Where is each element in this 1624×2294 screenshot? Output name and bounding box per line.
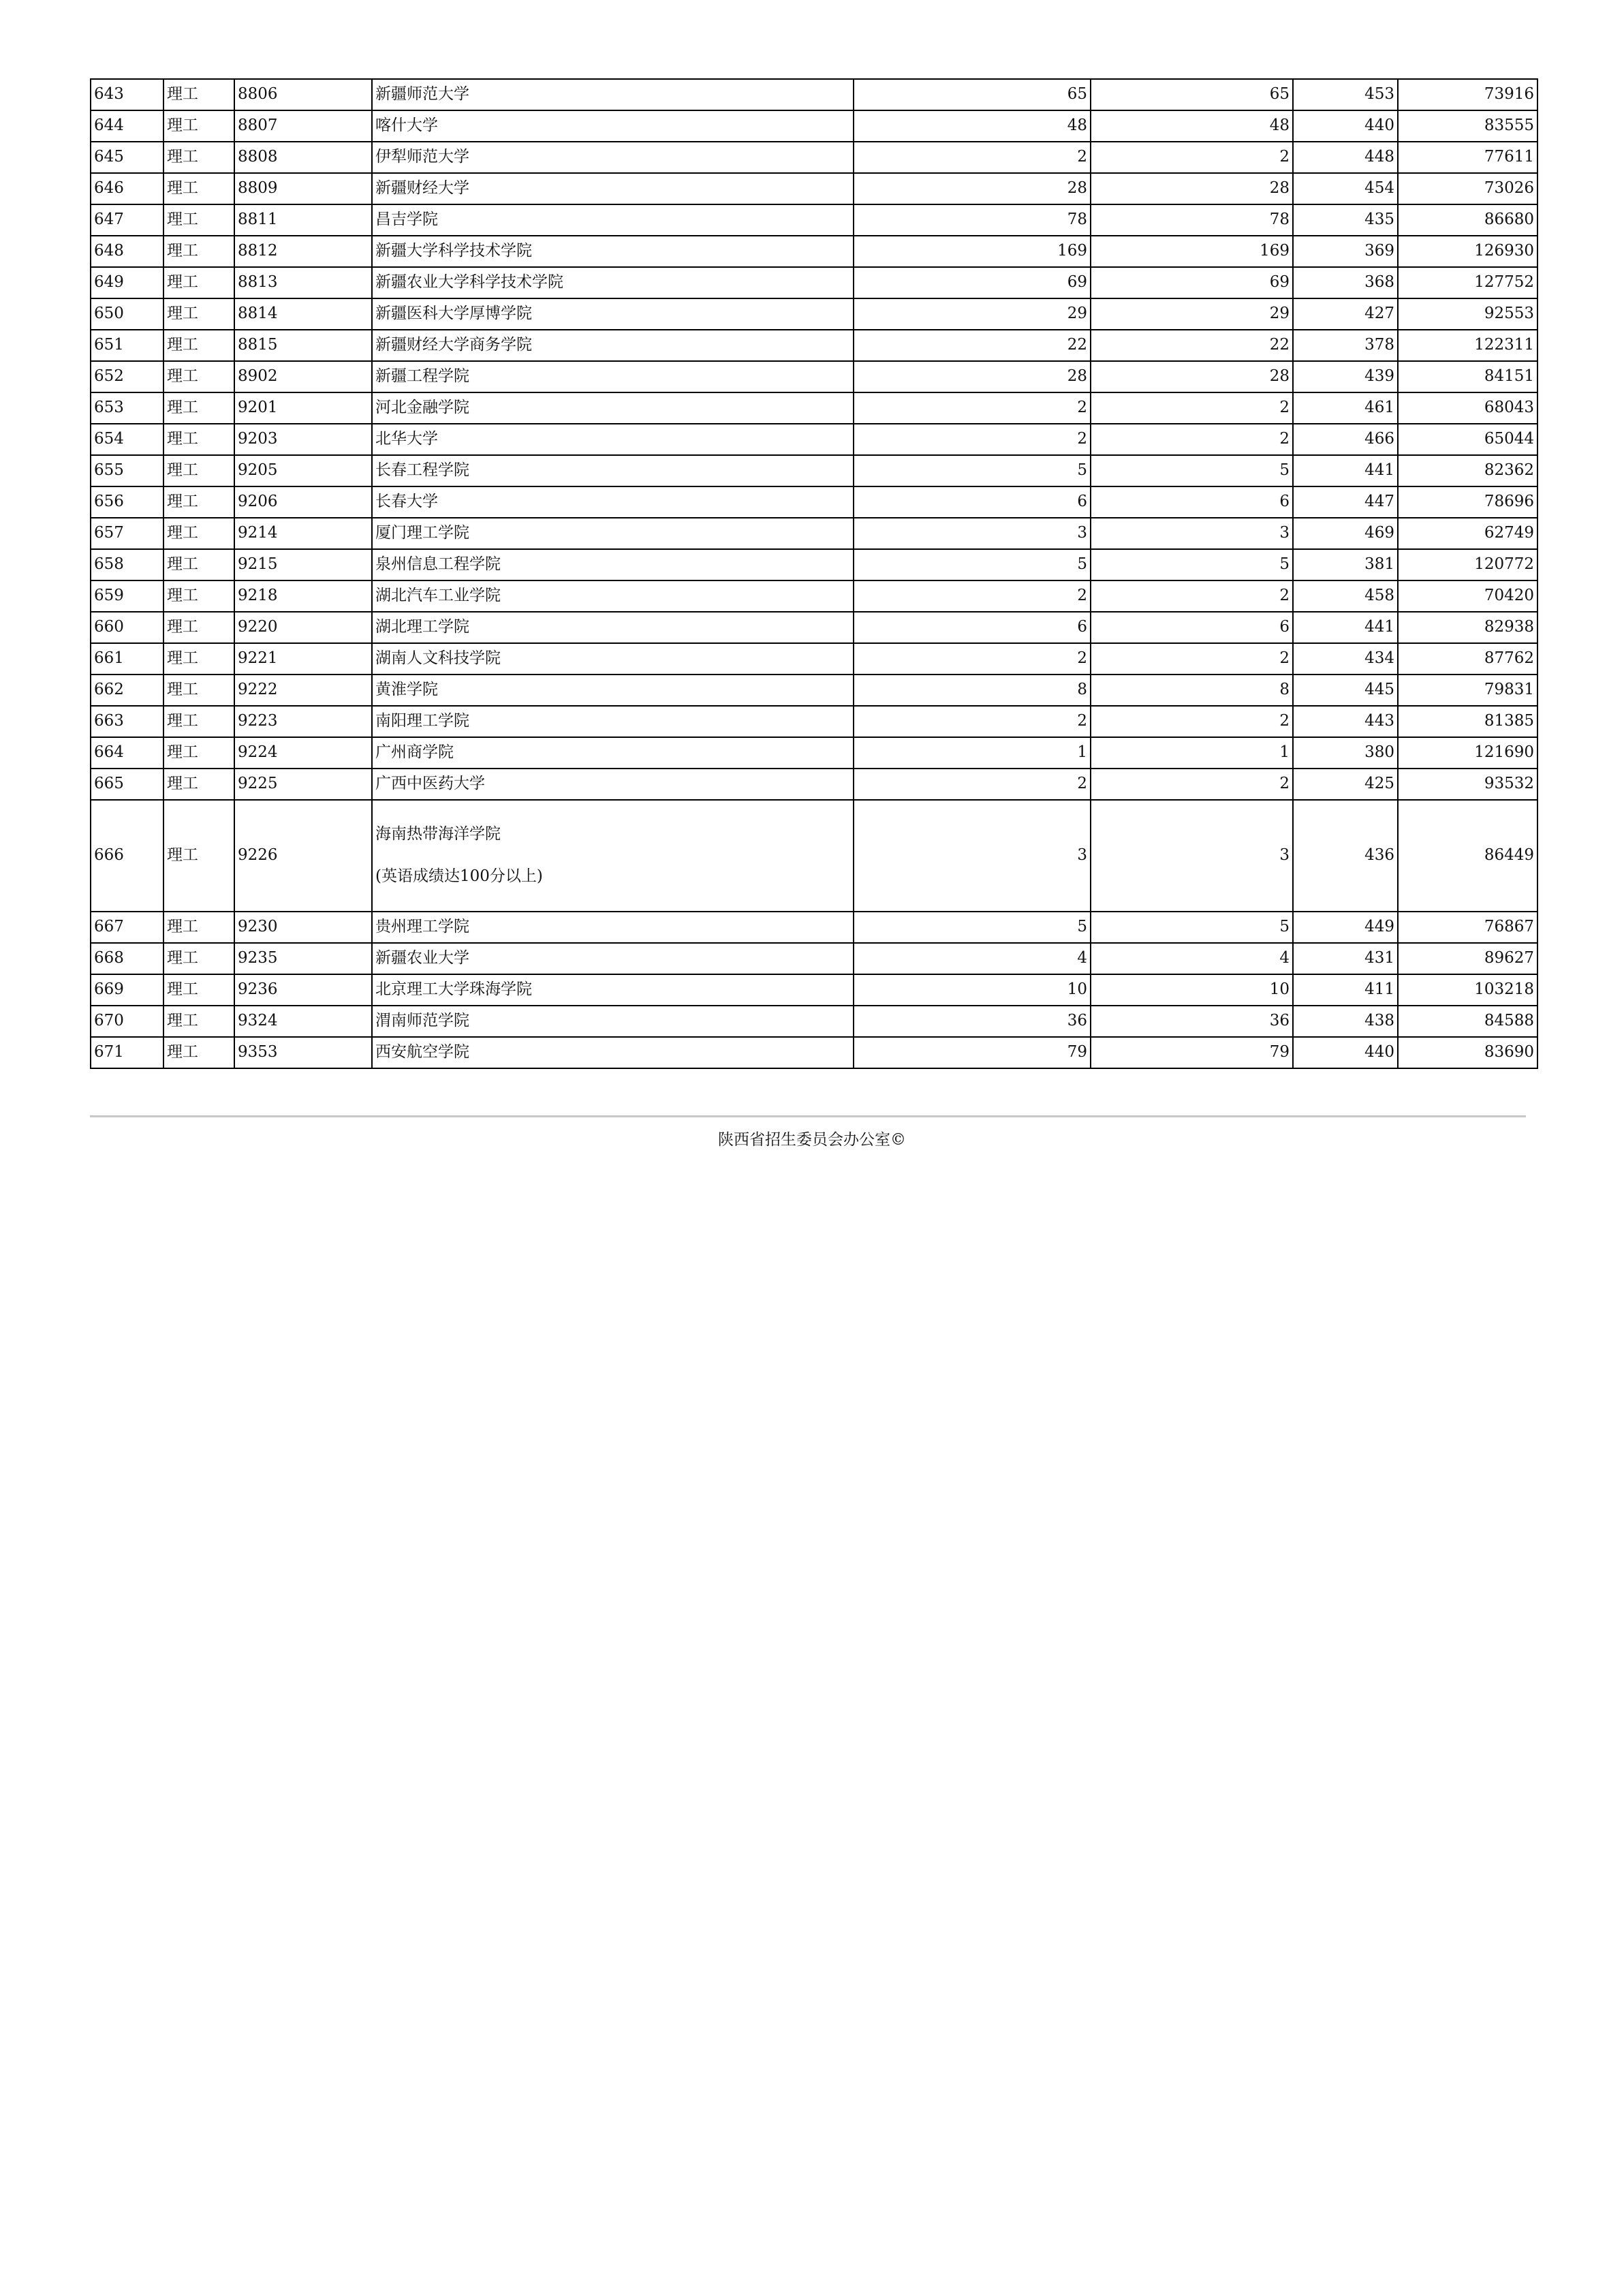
cell-plan-count: 3: [854, 800, 1091, 912]
footer-divider: [90, 1115, 1526, 1117]
cell-rank: 73916: [1398, 79, 1537, 110]
table-row: [91, 236, 1537, 267]
cell-min-score: 435: [1293, 204, 1398, 236]
table-row: [91, 518, 1537, 549]
cell-admitted-count: 5: [1091, 549, 1293, 580]
cell-rank: 93532: [1398, 769, 1537, 800]
cell-rank: 81385: [1398, 706, 1537, 737]
cell-school-code: 9324: [234, 1006, 372, 1037]
cell-rank: 82362: [1398, 455, 1537, 486]
cell-min-score: 380: [1293, 737, 1398, 769]
cell-school-name: 湖北汽车工业学院: [372, 580, 854, 612]
cell-admitted-count: 6: [1091, 486, 1293, 518]
cell-min-score: 461: [1293, 392, 1398, 424]
cell-min-score: 438: [1293, 1006, 1398, 1037]
cell-school-code: 9226: [234, 800, 372, 912]
admissions-table: [90, 78, 1538, 1069]
cell-admitted-count: 5: [1091, 912, 1293, 943]
table-row: [91, 643, 1537, 675]
cell-rank: 68043: [1398, 392, 1537, 424]
cell-min-score: 441: [1293, 612, 1398, 643]
cell-school-name: 新疆农业大学: [372, 943, 854, 974]
cell-school-name: 新疆财经大学: [372, 173, 854, 204]
cell-admitted-count: 2: [1091, 706, 1293, 737]
cell-admitted-count: 2: [1091, 769, 1293, 800]
cell-min-score: 447: [1293, 486, 1398, 518]
cell-min-score: 381: [1293, 549, 1398, 580]
table-row: [91, 361, 1537, 392]
cell-min-score: 454: [1293, 173, 1398, 204]
table-row: [91, 424, 1537, 455]
table-row: [91, 943, 1537, 974]
table-row: [91, 204, 1537, 236]
cell-plan-count: 3: [854, 518, 1091, 549]
cell-seq: 671: [91, 1037, 163, 1068]
cell-school-code: 8902: [234, 361, 372, 392]
cell-plan-count: 78: [854, 204, 1091, 236]
cell-school-code: 9223: [234, 706, 372, 737]
cell-admitted-count: 6: [1091, 612, 1293, 643]
cell-school-name: 伊犁师范大学: [372, 142, 854, 173]
cell-min-score: 436: [1293, 800, 1398, 912]
table-row: [91, 486, 1537, 518]
cell-school-name: 黄淮学院: [372, 675, 854, 706]
cell-school-name: 广州商学院: [372, 737, 854, 769]
cell-school-code: 9205: [234, 455, 372, 486]
cell-seq: 651: [91, 330, 163, 361]
table-row: [91, 675, 1537, 706]
cell-plan-count: 28: [854, 173, 1091, 204]
cell-school-name: 河北金融学院: [372, 392, 854, 424]
cell-plan-count: 22: [854, 330, 1091, 361]
cell-school-code: 9236: [234, 974, 372, 1006]
cell-min-score: 445: [1293, 675, 1398, 706]
cell-admitted-count: 169: [1091, 236, 1293, 267]
cell-school-name: 昌吉学院: [372, 204, 854, 236]
cell-plan-count: 28: [854, 361, 1091, 392]
cell-admitted-count: 78: [1091, 204, 1293, 236]
cell-seq: 643: [91, 79, 163, 110]
cell-rank: 76867: [1398, 912, 1537, 943]
cell-rank: 92553: [1398, 298, 1537, 330]
school-note-text: (英语成绩达100分以上): [375, 867, 543, 885]
table-row: [91, 392, 1537, 424]
cell-category: 理工: [163, 173, 234, 204]
cell-school-code: 8811: [234, 204, 372, 236]
cell-category: 理工: [163, 1037, 234, 1068]
cell-seq: 647: [91, 204, 163, 236]
cell-seq: 663: [91, 706, 163, 737]
cell-plan-count: 2: [854, 580, 1091, 612]
cell-seq: 644: [91, 110, 163, 142]
cell-rank: 87762: [1398, 643, 1537, 675]
cell-school-name: 南阳理工学院: [372, 706, 854, 737]
school-name-text: 海南热带海洋学院: [375, 825, 501, 843]
cell-seq: 666: [91, 800, 163, 912]
cell-school-code: 9230: [234, 912, 372, 943]
cell-seq: 661: [91, 643, 163, 675]
cell-category: 理工: [163, 236, 234, 267]
cell-plan-count: 36: [854, 1006, 1091, 1037]
cell-school-code: 9225: [234, 769, 372, 800]
cell-seq: 652: [91, 361, 163, 392]
cell-category: 理工: [163, 79, 234, 110]
cell-school-code: 8812: [234, 236, 372, 267]
cell-school-code: 9214: [234, 518, 372, 549]
cell-seq: 653: [91, 392, 163, 424]
cell-school-name: 新疆财经大学商务学院: [372, 330, 854, 361]
cell-category: 理工: [163, 267, 234, 298]
cell-school-code: 8813: [234, 267, 372, 298]
cell-category: 理工: [163, 392, 234, 424]
table-row: [91, 142, 1537, 173]
cell-min-score: 441: [1293, 455, 1398, 486]
cell-admitted-count: 79: [1091, 1037, 1293, 1068]
cell-admitted-count: 1: [1091, 737, 1293, 769]
cell-min-score: 458: [1293, 580, 1398, 612]
cell-category: 理工: [163, 424, 234, 455]
cell-seq: 650: [91, 298, 163, 330]
cell-rank: 83690: [1398, 1037, 1537, 1068]
cell-school-name: 湖北理工学院: [372, 612, 854, 643]
cell-plan-count: 5: [854, 549, 1091, 580]
cell-school-code: 8806: [234, 79, 372, 110]
cell-admitted-count: 2: [1091, 142, 1293, 173]
cell-plan-count: 2: [854, 424, 1091, 455]
cell-plan-count: 2: [854, 142, 1091, 173]
table-row: [91, 298, 1537, 330]
cell-school-name: 泉州信息工程学院: [372, 549, 854, 580]
cell-plan-count: 8: [854, 675, 1091, 706]
cell-school-code: 8809: [234, 173, 372, 204]
table-row: [91, 110, 1537, 142]
cell-category: 理工: [163, 912, 234, 943]
cell-plan-count: 2: [854, 392, 1091, 424]
cell-seq: 660: [91, 612, 163, 643]
cell-min-score: 431: [1293, 943, 1398, 974]
cell-rank: 89627: [1398, 943, 1537, 974]
cell-seq: 667: [91, 912, 163, 943]
cell-category: 理工: [163, 518, 234, 549]
footer-copyright: 陕西省招生委员会办公室©: [718, 1131, 906, 1149]
cell-min-score: 466: [1293, 424, 1398, 455]
cell-school-name: 广西中医药大学: [372, 769, 854, 800]
cell-rank: 126930: [1398, 236, 1537, 267]
cell-rank: 84588: [1398, 1006, 1537, 1037]
cell-category: 理工: [163, 142, 234, 173]
cell-school-code: 9224: [234, 737, 372, 769]
cell-plan-count: 69: [854, 267, 1091, 298]
cell-school-code: 9201: [234, 392, 372, 424]
cell-school-code: 9235: [234, 943, 372, 974]
table-row: [91, 1006, 1537, 1037]
cell-seq: 646: [91, 173, 163, 204]
table-row: [91, 580, 1537, 612]
cell-category: 理工: [163, 455, 234, 486]
cell-min-score: 427: [1293, 298, 1398, 330]
cell-min-score: 411: [1293, 974, 1398, 1006]
cell-category: 理工: [163, 1006, 234, 1037]
cell-plan-count: 2: [854, 643, 1091, 675]
table-row: [91, 549, 1537, 580]
cell-plan-count: 169: [854, 236, 1091, 267]
cell-seq: 656: [91, 486, 163, 518]
table-row: [91, 455, 1537, 486]
cell-category: 理工: [163, 486, 234, 518]
cell-rank: 127752: [1398, 267, 1537, 298]
cell-rank: 79831: [1398, 675, 1537, 706]
table-row: [91, 1037, 1537, 1068]
cell-category: 理工: [163, 110, 234, 142]
cell-school-name: [372, 800, 854, 912]
cell-category: 理工: [163, 580, 234, 612]
cell-school-name: 北京理工大学珠海学院: [372, 974, 854, 1006]
cell-seq: 665: [91, 769, 163, 800]
cell-admitted-count: 48: [1091, 110, 1293, 142]
cell-admitted-count: 29: [1091, 298, 1293, 330]
cell-min-score: 425: [1293, 769, 1398, 800]
cell-category: 理工: [163, 330, 234, 361]
cell-plan-count: 5: [854, 912, 1091, 943]
table-body: [91, 79, 1537, 1068]
cell-school-code: 9203: [234, 424, 372, 455]
cell-plan-count: 79: [854, 1037, 1091, 1068]
cell-plan-count: 4: [854, 943, 1091, 974]
cell-min-score: 449: [1293, 912, 1398, 943]
cell-seq: 669: [91, 974, 163, 1006]
cell-rank: 82938: [1398, 612, 1537, 643]
cell-seq: 648: [91, 236, 163, 267]
cell-min-score: 369: [1293, 236, 1398, 267]
cell-category: 理工: [163, 943, 234, 974]
table-row: [91, 612, 1537, 643]
cell-admitted-count: 2: [1091, 643, 1293, 675]
cell-school-name: 渭南师范学院: [372, 1006, 854, 1037]
cell-rank: 122311: [1398, 330, 1537, 361]
cell-admitted-count: 3: [1091, 800, 1293, 912]
cell-category: 理工: [163, 706, 234, 737]
cell-plan-count: 6: [854, 486, 1091, 518]
cell-seq: 645: [91, 142, 163, 173]
cell-seq: 668: [91, 943, 163, 974]
cell-seq: 655: [91, 455, 163, 486]
cell-category: 理工: [163, 643, 234, 675]
cell-admitted-count: 2: [1091, 424, 1293, 455]
cell-rank: 78696: [1398, 486, 1537, 518]
cell-min-score: 469: [1293, 518, 1398, 549]
cell-min-score: 453: [1293, 79, 1398, 110]
table-row: [91, 974, 1537, 1006]
cell-category: 理工: [163, 361, 234, 392]
cell-admitted-count: 10: [1091, 974, 1293, 1006]
cell-min-score: 439: [1293, 361, 1398, 392]
cell-min-score: 434: [1293, 643, 1398, 675]
cell-school-code: 9215: [234, 549, 372, 580]
cell-rank: 86449: [1398, 800, 1537, 912]
cell-school-code: 9353: [234, 1037, 372, 1068]
cell-school-code: 8808: [234, 142, 372, 173]
cell-rank: 65044: [1398, 424, 1537, 455]
table-row: [91, 912, 1537, 943]
cell-min-score: 378: [1293, 330, 1398, 361]
cell-min-score: 440: [1293, 110, 1398, 142]
cell-plan-count: 29: [854, 298, 1091, 330]
cell-admitted-count: 3: [1091, 518, 1293, 549]
cell-category: 理工: [163, 800, 234, 912]
cell-category: 理工: [163, 204, 234, 236]
cell-seq: 659: [91, 580, 163, 612]
cell-rank: 86680: [1398, 204, 1537, 236]
cell-school-name: 西安航空学院: [372, 1037, 854, 1068]
cell-rank: 77611: [1398, 142, 1537, 173]
cell-rank: 84151: [1398, 361, 1537, 392]
cell-rank: 103218: [1398, 974, 1537, 1006]
cell-plan-count: 2: [854, 769, 1091, 800]
cell-seq: 662: [91, 675, 163, 706]
cell-school-name: 厦门理工学院: [372, 518, 854, 549]
cell-school-name: 新疆工程学院: [372, 361, 854, 392]
table-row: [91, 173, 1537, 204]
cell-school-name: 贵州理工学院: [372, 912, 854, 943]
table-row: [91, 800, 1537, 912]
table-row: [91, 769, 1537, 800]
cell-admitted-count: 69: [1091, 267, 1293, 298]
cell-plan-count: 2: [854, 706, 1091, 737]
cell-school-name: 北华大学: [372, 424, 854, 455]
table-row: [91, 706, 1537, 737]
cell-school-code: 8815: [234, 330, 372, 361]
cell-category: 理工: [163, 737, 234, 769]
cell-admitted-count: 2: [1091, 580, 1293, 612]
cell-school-code: 8807: [234, 110, 372, 142]
cell-seq: 649: [91, 267, 163, 298]
cell-school-name: 长春工程学院: [372, 455, 854, 486]
cell-rank: 70420: [1398, 580, 1537, 612]
cell-school-code: 9218: [234, 580, 372, 612]
cell-admitted-count: 36: [1091, 1006, 1293, 1037]
cell-school-code: 9206: [234, 486, 372, 518]
cell-school-code: 9220: [234, 612, 372, 643]
table-row: [91, 330, 1537, 361]
cell-seq: 658: [91, 549, 163, 580]
cell-category: 理工: [163, 549, 234, 580]
cell-min-score: 443: [1293, 706, 1398, 737]
cell-category: 理工: [163, 612, 234, 643]
cell-category: 理工: [163, 675, 234, 706]
cell-seq: 664: [91, 737, 163, 769]
cell-seq: 670: [91, 1006, 163, 1037]
cell-rank: 62749: [1398, 518, 1537, 549]
cell-admitted-count: 28: [1091, 173, 1293, 204]
table-row: [91, 267, 1537, 298]
cell-plan-count: 5: [854, 455, 1091, 486]
cell-admitted-count: 65: [1091, 79, 1293, 110]
cell-school-name: 长春大学: [372, 486, 854, 518]
cell-admitted-count: 5: [1091, 455, 1293, 486]
cell-min-score: 448: [1293, 142, 1398, 173]
cell-school-code: 9222: [234, 675, 372, 706]
cell-school-name: 新疆医科大学厚博学院: [372, 298, 854, 330]
table-row: [91, 79, 1537, 110]
cell-school-name: 新疆农业大学科学技术学院: [372, 267, 854, 298]
cell-rank: 120772: [1398, 549, 1537, 580]
cell-category: 理工: [163, 974, 234, 1006]
cell-rank: 121690: [1398, 737, 1537, 769]
cell-admitted-count: 8: [1091, 675, 1293, 706]
cell-plan-count: 48: [854, 110, 1091, 142]
cell-rank: 83555: [1398, 110, 1537, 142]
cell-category: 理工: [163, 769, 234, 800]
cell-min-score: 440: [1293, 1037, 1398, 1068]
cell-plan-count: 1: [854, 737, 1091, 769]
cell-min-score: 368: [1293, 267, 1398, 298]
cell-rank: 73026: [1398, 173, 1537, 204]
cell-seq: 654: [91, 424, 163, 455]
cell-school-name: 新疆师范大学: [372, 79, 854, 110]
cell-admitted-count: 28: [1091, 361, 1293, 392]
cell-admitted-count: 22: [1091, 330, 1293, 361]
table-row: [91, 737, 1537, 769]
cell-school-code: 9221: [234, 643, 372, 675]
cell-school-name: 喀什大学: [372, 110, 854, 142]
cell-plan-count: 10: [854, 974, 1091, 1006]
cell-plan-count: 6: [854, 612, 1091, 643]
cell-school-name: 新疆大学科学技术学院: [372, 236, 854, 267]
cell-seq: 657: [91, 518, 163, 549]
cell-plan-count: 65: [854, 79, 1091, 110]
cell-school-name: 湖南人文科技学院: [372, 643, 854, 675]
cell-category: 理工: [163, 298, 234, 330]
cell-school-code: 8814: [234, 298, 372, 330]
cell-admitted-count: 4: [1091, 943, 1293, 974]
cell-admitted-count: 2: [1091, 392, 1293, 424]
